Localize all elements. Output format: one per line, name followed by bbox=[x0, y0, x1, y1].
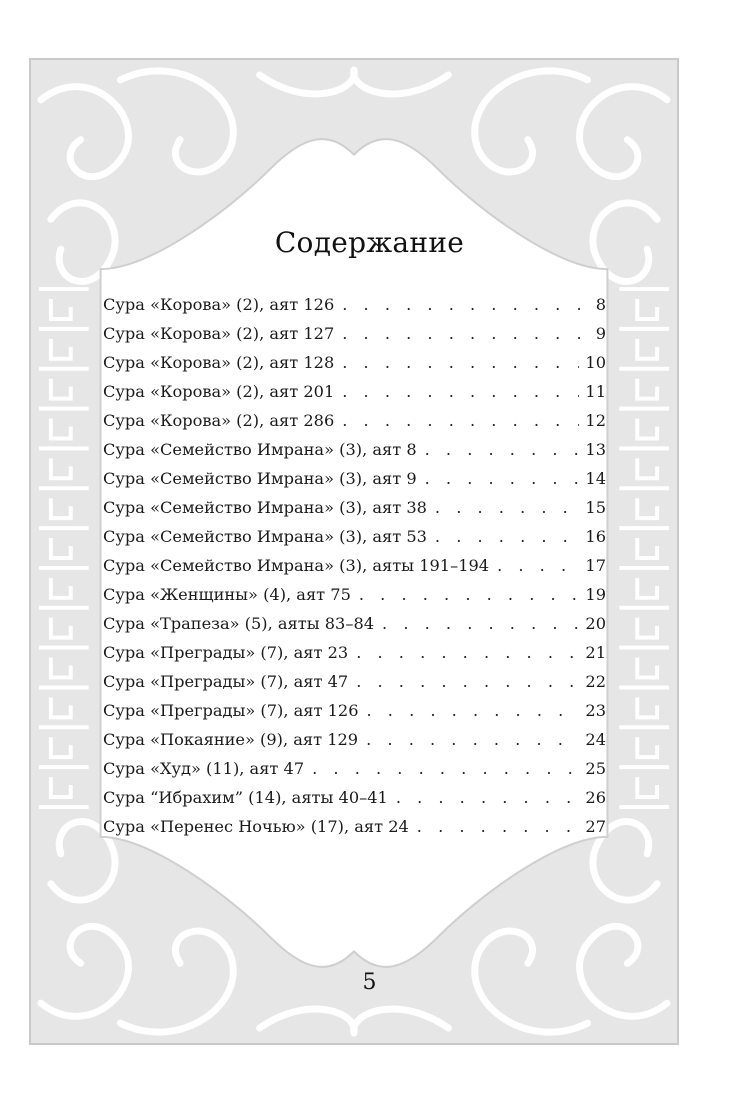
toc-entry-label: Сура «Корова» (2), аят 127 bbox=[103, 324, 335, 343]
dot-leader bbox=[342, 319, 582, 348]
toc-entry[interactable] bbox=[103, 493, 606, 522]
table-of-contents bbox=[103, 290, 606, 841]
toc-entry-page: 11 bbox=[585, 382, 606, 401]
toc-entry-label: Сура «Худ» (11), аят 47 bbox=[103, 759, 305, 778]
toc-entry-label: Сура «Семейство Имрана» (3), аят 53 bbox=[103, 527, 427, 546]
toc-entry[interactable] bbox=[103, 406, 606, 435]
toc-entry-page: 24 bbox=[585, 730, 606, 749]
toc-entry[interactable] bbox=[103, 609, 606, 638]
dot-leader bbox=[435, 493, 579, 522]
toc-entry[interactable] bbox=[103, 725, 606, 754]
page-number: 5 bbox=[362, 970, 377, 995]
dot-leader bbox=[367, 696, 580, 725]
toc-entry-page: 22 bbox=[585, 672, 606, 691]
toc-entry-label: Сура «Корова» (2), аят 201 bbox=[103, 382, 335, 401]
toc-entry-page: 19 bbox=[585, 585, 606, 604]
toc-entry-page: 12 bbox=[585, 411, 606, 430]
toc-entry-label: Сура «Покаяние» (9), аят 129 bbox=[103, 730, 359, 749]
toc-entry[interactable] bbox=[103, 435, 606, 464]
toc-entry[interactable] bbox=[103, 464, 606, 493]
toc-entry-label: Сура «Корова» (2), аят 286 bbox=[103, 411, 335, 430]
toc-entry-label: Сура «Перенес Ночью» (17), аят 24 bbox=[103, 817, 409, 836]
toc-entry[interactable] bbox=[103, 580, 606, 609]
toc-entry-label: Сура «Трапеза» (5), аяты 83–84 bbox=[103, 614, 375, 633]
toc-entry[interactable] bbox=[103, 522, 606, 551]
toc-entry[interactable] bbox=[103, 551, 606, 580]
toc-entry-page: 15 bbox=[585, 498, 606, 517]
toc-entry-page: 20 bbox=[585, 614, 606, 633]
toc-entry-label: Сура «Преграды» (7), аят 23 bbox=[103, 643, 349, 662]
dot-leader bbox=[342, 290, 582, 319]
dot-leader bbox=[382, 609, 579, 638]
dot-leader bbox=[312, 754, 579, 783]
toc-entry[interactable] bbox=[103, 783, 606, 812]
dot-leader bbox=[342, 377, 579, 406]
dot-leader bbox=[359, 580, 580, 609]
dot-leader bbox=[396, 783, 580, 812]
dot-leader bbox=[342, 406, 579, 435]
toc-entry[interactable] bbox=[103, 348, 606, 377]
dot-leader bbox=[497, 551, 579, 580]
toc-entry-page: 27 bbox=[585, 817, 606, 836]
toc-entry-label: Сура «Преграды» (7), аят 47 bbox=[103, 672, 349, 691]
toc-entry[interactable] bbox=[103, 638, 606, 667]
dot-leader bbox=[425, 435, 580, 464]
toc-entry[interactable] bbox=[103, 812, 606, 841]
toc-entry-label: Сура «Корова» (2), аят 128 bbox=[103, 353, 335, 372]
toc-entry-page: 8 bbox=[595, 295, 606, 314]
toc-entry-label: Сура «Семейство Имрана» (3), аят 38 bbox=[103, 498, 427, 517]
toc-entry-page: 13 bbox=[585, 440, 606, 459]
toc-entry[interactable] bbox=[103, 696, 606, 725]
toc-entry-page: 9 bbox=[595, 324, 606, 343]
toc-entry[interactable] bbox=[103, 319, 606, 348]
toc-entry[interactable] bbox=[103, 377, 606, 406]
dot-leader bbox=[366, 725, 579, 754]
toc-entry-page: 23 bbox=[585, 701, 606, 720]
toc-entry-label: Сура «Семейство Имрана» (3), аяты 191–194 bbox=[103, 556, 490, 575]
toc-entry-page: 17 bbox=[585, 556, 606, 575]
dot-leader bbox=[417, 812, 580, 841]
toc-entry-label: Сура «Семейство Имрана» (3), аят 9 bbox=[103, 469, 417, 488]
dot-leader bbox=[435, 522, 579, 551]
toc-entry-page: 16 bbox=[585, 527, 606, 546]
dot-leader bbox=[342, 348, 579, 377]
toc-entry-label: Сура «Женщины» (4), аят 75 bbox=[103, 585, 351, 604]
toc-entry-label: Сура «Семейство Имрана» (3), аят 8 bbox=[103, 440, 417, 459]
dot-leader bbox=[356, 667, 579, 696]
dot-leader bbox=[356, 638, 579, 667]
toc-entry-label: Сура “Ибрахим” (14), аяты 40–41 bbox=[103, 788, 388, 807]
toc-entry-page: 25 bbox=[585, 759, 606, 778]
toc-entry-page: 26 bbox=[585, 788, 606, 807]
toc-entry-page: 21 bbox=[585, 643, 606, 662]
toc-entry-label: Сура «Преграды» (7), аят 126 bbox=[103, 701, 359, 720]
toc-entry[interactable] bbox=[103, 754, 606, 783]
dot-leader bbox=[425, 464, 580, 493]
toc-entry-page: 14 bbox=[585, 469, 606, 488]
page-title: Содержание bbox=[274, 226, 465, 259]
toc-entry[interactable] bbox=[103, 667, 606, 696]
toc-entry-label: Сура «Корова» (2), аят 126 bbox=[103, 295, 335, 314]
toc-entry[interactable] bbox=[103, 290, 606, 319]
toc-entry-page: 10 bbox=[585, 353, 606, 372]
